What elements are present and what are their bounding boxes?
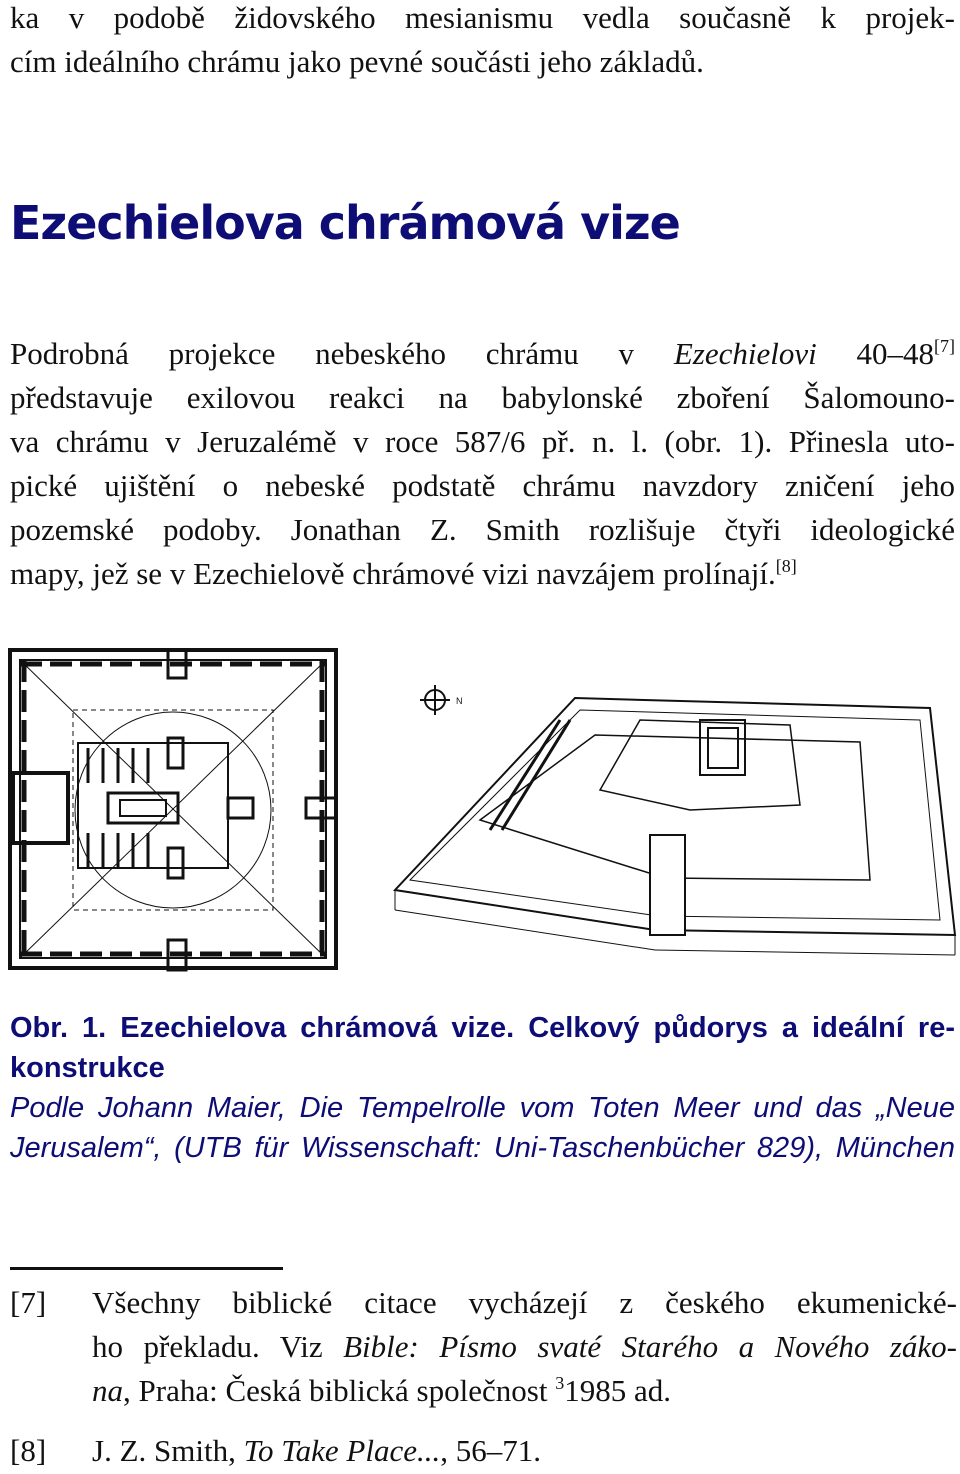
footnote-number: [7] [10,1285,47,1320]
book-title: Ezechielovi [673,336,817,371]
paragraph-line: pické ujištění o nebeské podstatě chrámu navzdory zničení jeho [10,468,955,503]
footnote-line [92,1325,957,1369]
footnote-line [92,1369,957,1413]
cited-title: To Take Place... [243,1433,441,1468]
figure-caption-source: Podle Johann Maier, Die Tempelrolle vom Toten Meer und das „Neue [10,1092,955,1124]
text: 40–48 [816,336,934,371]
figure-caption-source: Jerusalem“, (UTB für Wissenschaft: Uni-Taschenbücher 829), München [10,1132,955,1164]
compass-label: N [456,696,463,706]
footnote-number: [8] [10,1433,47,1468]
footnote-divider [10,1267,283,1270]
paragraph-line [10,332,955,376]
paragraph-line: va chrámu v Jeruzalémě v roce 587/6 př. n. l. (obr. 1). Přinesla uto- [10,424,955,459]
text: mapy, jež se v Ezechielově chrámové vizi navzájem prolínají. [10,556,776,591]
text: 1985 ad. [564,1373,671,1408]
section-heading: Ezechielova chrámová vize [10,196,680,250]
paragraph-line: pozemské podoby. Jonathan Z. Smith rozlišuje čtyři ideologické [10,512,955,547]
footnote-ref-7[interactable]: [7] [934,336,955,356]
text: , 56–71. [440,1433,541,1468]
text: , Praha: Česká biblická společnost [123,1373,556,1408]
figure-caption-title: konstrukce [10,1052,165,1084]
intro-line: ka v podobě židovského mesianismu vedla současně k projek- [10,0,955,35]
edition-number: 3 [555,1373,565,1393]
figure-caption-title: Obr. 1. Ezechielova chrámová vize. Celkový půdorys a ideální re- [10,1012,955,1044]
paragraph-line: představuje exilovou reakci na babylonské zboření Šalomouno- [10,380,955,415]
footnote-ref-8[interactable]: [8] [775,556,797,576]
paragraph-line [10,552,955,596]
footnote-line [92,1429,957,1473]
cited-title: na [92,1373,123,1408]
temple-floor-plan-image [8,648,338,973]
temple-reconstruction-image [390,680,960,965]
text: ho překladu. Viz [92,1329,344,1364]
text: J. Z. Smith, [92,1433,244,1468]
cited-title: Bible: Písmo svaté Starého a Nového záko- [343,1329,957,1364]
text: Podrobná projekce nebeského chrámu v [10,336,674,371]
intro-line: cím ideálního chrámu jako pevné součásti jeho základů. [10,44,704,79]
footnote-line: Všechny biblické citace vycházejí z českého ekumenické- [92,1285,957,1320]
